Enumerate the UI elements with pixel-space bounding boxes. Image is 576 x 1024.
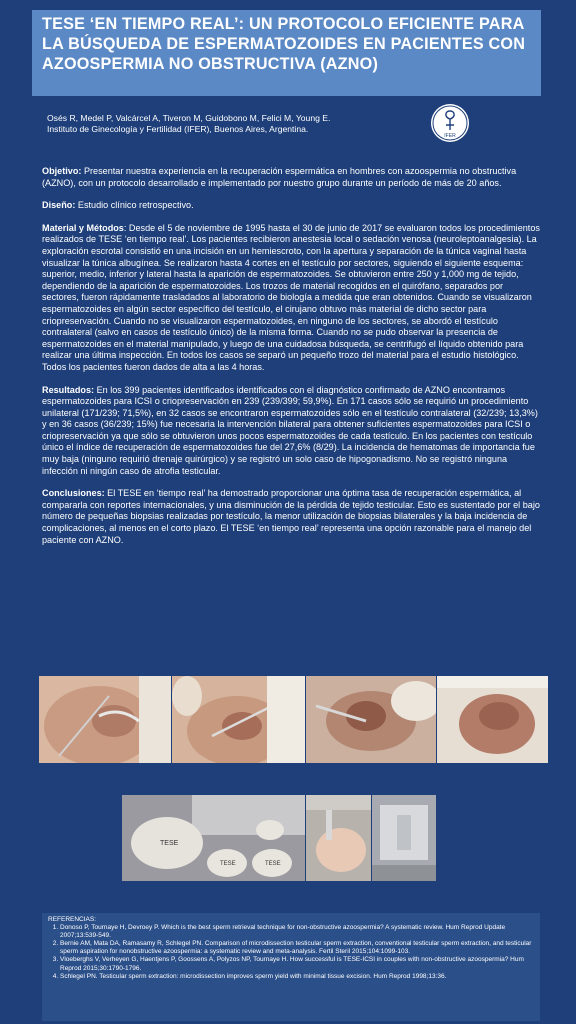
- references-heading: REFERENCIAS:: [48, 916, 97, 923]
- section-text: : Desde el 5 de noviembre de 1995 hasta el 30 de junio de 2017 se evaluaron todos los procedimientos realizados de TESE ‘en tiempo real’. Los pacientes recibieron anestesia local o sedación venosa (neuroleptoanalgesia). La exploración escrotal consistió en una incisión en un hemiescroto, con la apertura y separación de la túnica vaginal hasta visualizar la túnica albugínea. Se realizaron hasta 4 cortes en el testículo por sectores, siguiendo el siguiente esquema: superior, medio, inferior y lateral hasta la aparición de espermatozoides. Se obtuvieron entre 250 y 1,000 mg de tejido, dependiendo de la aparición de espermatozoides. Los trozos de material recogidos en el quirófano, separados por sectores, fueron rápidamente trasladados al laboratorio de biología a medida que eran obtenidos. Cuando se visualizaron espermatozoides en algún sector específico del testículo, el cirujano obtuvo más material de dicho sector para criopreservación. Cuando no se visualizaron espermatozoides, en ninguno de los sectores, se abordó el testículo contralateral (salvo en casos de testículo único) de la misma forma. Cuando no se pudo observar la presencia de espermatozoides en el material manipulado, y luego de una cuidadosa búsqueda, se centrifugó el líquido obtenido para realizar una última inspección. En todos los casos se separó un pequeño trozo del material para el estudio histológico. Todos los pacientes fueron dados de alta a las 4 horas.: [42, 222, 540, 372]
- section-label: Resultados:: [42, 384, 95, 395]
- reference-item: 4. Schlegel PN. Testicular sperm extraction: microdissection improves sperm yield with minimal tissue excision. Hum Reprod 1998;13:36.: [60, 973, 534, 981]
- lab-photo-2: [306, 795, 371, 881]
- section-label: Material y Métodos: [42, 222, 124, 233]
- reference-item: 2. Bernie AM, Mata DA, Ramasamy R, Schlegel PN. Comparison of microdissection testicular sperm extraction, conventional testicular sperm extraction, and testicular sperm aspiration for nonobstructive azoospermia: a systematic review and meta-analysis. Fertil Steril 2015;104:1099-103.: [60, 940, 534, 956]
- surgery-photo-2: [172, 676, 305, 763]
- dish-label: TESE: [220, 861, 236, 867]
- section-label: Conclusiones:: [42, 488, 105, 499]
- section-text: Estudio clínico retrospectivo.: [75, 200, 194, 211]
- author-list: Osés R, Medel P, Valcárcel A, Tiveron M, Guidobono M, Felici M, Young E.: [47, 113, 331, 123]
- surgery-photo-3: [306, 676, 436, 763]
- logo-text: IFER: [444, 133, 456, 139]
- dish-label: TESE: [265, 861, 281, 867]
- surgery-photo-1: [39, 676, 171, 763]
- title-box: [32, 10, 541, 96]
- references-box: [42, 913, 540, 1021]
- section-label: Objetivo:: [42, 166, 82, 176]
- section-resultados: [42, 385, 540, 478]
- institution: Instituto de Ginecología y Fertilidad (IFER), Buenos Aires, Argentina.: [47, 124, 309, 134]
- section-text: El TESE en ‘tiempo real’ ha demostrado proporcionar una óptima tasa de recuperación espermática, al compararla con reportes internacionales, y una disminución de la pérdida de tejido testicular. Esto es sustentado por el bajo número de pequeñas biopsias realizadas por testículo, la menor utilización de biopsias bilaterales y la baja incidencia de complicaciones, al menos en el corto plazo. El TESE ‘en tiempo real’ representa una opción razonable para el manejo del paciente con AZNO.: [42, 488, 540, 545]
- reference-item: 1. Donoso P, Tournaye H, Devroey P. Which is the best sperm retrieval technique for non-obstructive azoospermia? A systematic review. Hum Reprod Update 2007;13:539-549.: [60, 924, 534, 940]
- lab-photo-1: [122, 795, 305, 881]
- abstract-content: [42, 166, 540, 557]
- section-diseno: [42, 200, 540, 212]
- section-label: Diseño:: [42, 200, 76, 211]
- section-text: En los 399 pacientes identificados identificados con el diagnóstico confirmado de AZNO encontramos espermatozoides para ICSI o criopreservación en 239 (239/399; 59,9%). En 171 casos sólo se requirió un procedimiento unilateral (171/239; 71,5%), en 32 casos se encontraron espermatozoides sólo en el testículo contralateral (32/239; 13,3%) y en 36 casos (36/239; 15%) fue necesaria la intervención bilateral para obtener suficientes espermatozoides para ICSI o criopreservación ya que sólo se obtuvieron unos pocos espermatozoides de cada testículo. En los pacientes con testículo único el índice de recuperación de espermatozoides fue del 27,6% (8/29). La incidencia de hematomas de importancia fue muy baja (ninguno requirió drenaje quirúrgico) y se registró un solo caso de hipogonadismo. No se registró ninguna infección ni ningún caso de atrofia testicular.: [42, 384, 538, 476]
- reference-item: 3. Vloeberghs V, Verheyen G, Haentjens P, Goossens A, Polyzos NP, Tournaye H. How successful is TESE-ICSI in couples with non-obstructive azoospermia? Hum Reprod 2015;30:1790-1796.: [60, 956, 534, 972]
- section-metodos: [42, 223, 540, 374]
- lab-photo-3: [372, 795, 436, 881]
- surgery-photo-4: [437, 676, 548, 763]
- section-text: Presentar nuestra experiencia en la recuperación espermática en hombres con azoospermia no obstructiva (AZNO), con un protocolo desarrollado e implementado por nuestro grupo durante un período de más de 20 años.: [42, 166, 517, 188]
- authors-block: [47, 113, 427, 135]
- ifer-logo: [430, 103, 470, 143]
- dish-label: TESE: [160, 840, 179, 847]
- section-conclusiones: [42, 488, 540, 546]
- section-objetivo: [42, 166, 540, 189]
- poster-title: TESE ‘EN TIEMPO REAL’: UN PROTOCOLO EFICIENTE PARA LA BÚSQUEDA DE ESPERMATOZOIDES EN PACIENTES CON AZOOSPERMIA NO OBSTRUCTIVA (AZNO): [42, 15, 526, 73]
- references-list: [48, 924, 534, 981]
